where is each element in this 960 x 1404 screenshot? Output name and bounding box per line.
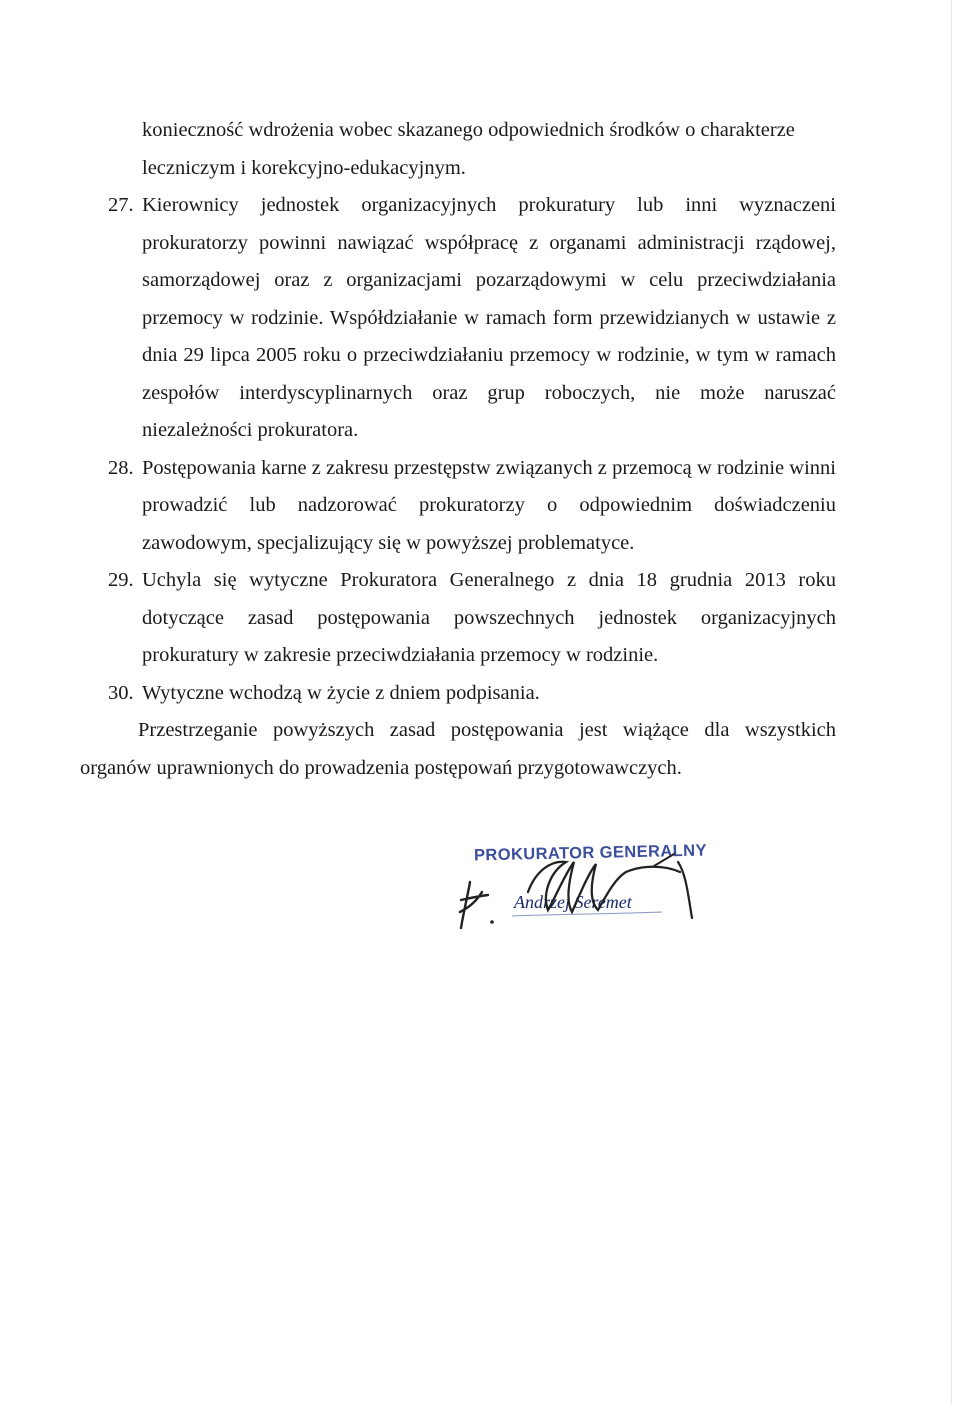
document-body — [80, 112, 836, 787]
item-text: Postępowania karne z zakresu przestępstw związanych z przemocą w rodzinie winni prowadzić lub nadzorować prokuratorzy o odpowiednim doświadczeniu zawodowym, specjalizujący się w powyższej problematyce. — [142, 456, 836, 554]
item-text: Kierownicy jednostek organizacyjnych prokuratury lub inni wyznaczeni prokuratorzy powinni nawiązać współpracę z organami administracji rządowej, samorządowej oraz z organizacjami pozarządowymi w celu przeciwdziałania przemocy w rodzinie. Współdziałanie w ramach form przewidzianych w ustawie z dnia 29 lipca 2005 roku o przeciwdziałaniu przemocy w rodzinie, w tym w ramach zespołów interdyscyplinarnych oraz grup roboczych, nie może naruszać niezależności prokuratora. — [142, 194, 836, 441]
item-number: 28. — [108, 456, 134, 479]
item-number: 29. — [108, 569, 134, 591]
item-number: 30. — [108, 681, 134, 704]
signature-stamp — [440, 832, 740, 942]
stamp-title: PROKURATOR GENERALNY — [473, 841, 708, 865]
item-text: Uchyla się wytyczne Prokuratora Generalnego z dnia 18 grudnia 2013 roku dotyczące zasad postępowania powszechnych jednostek organizacyjnych prokuratury w zakresie przeciwdziałania przemocy w rodzinie. — [142, 569, 836, 666]
guideline-item-29 — [80, 562, 836, 675]
item-number: 27. — [108, 194, 134, 216]
item-text: Wytyczne wchodzą w życie z dniem podpisania. — [142, 681, 540, 704]
intro-line: konieczność wdrożenia wobec skazanego odpowiednich środków o charakterze — [142, 119, 795, 141]
guideline-item-28 — [80, 450, 836, 563]
intro-line: leczniczym i korekcyjno-edukacyjnym. — [142, 156, 466, 179]
page-edge — [951, 0, 952, 1404]
closing-paragraph: Przestrzeganie powyższych zasad postępowania jest wiążące dla wszystkich organów uprawnionych do prowadzenia postępowań przygotowawczych. — [80, 719, 836, 779]
guideline-item-27 — [80, 187, 836, 450]
stamp-name: Andrzej Seremet — [514, 892, 632, 912]
handwritten-signature-icon — [440, 832, 740, 942]
guideline-item-30 — [80, 675, 836, 713]
